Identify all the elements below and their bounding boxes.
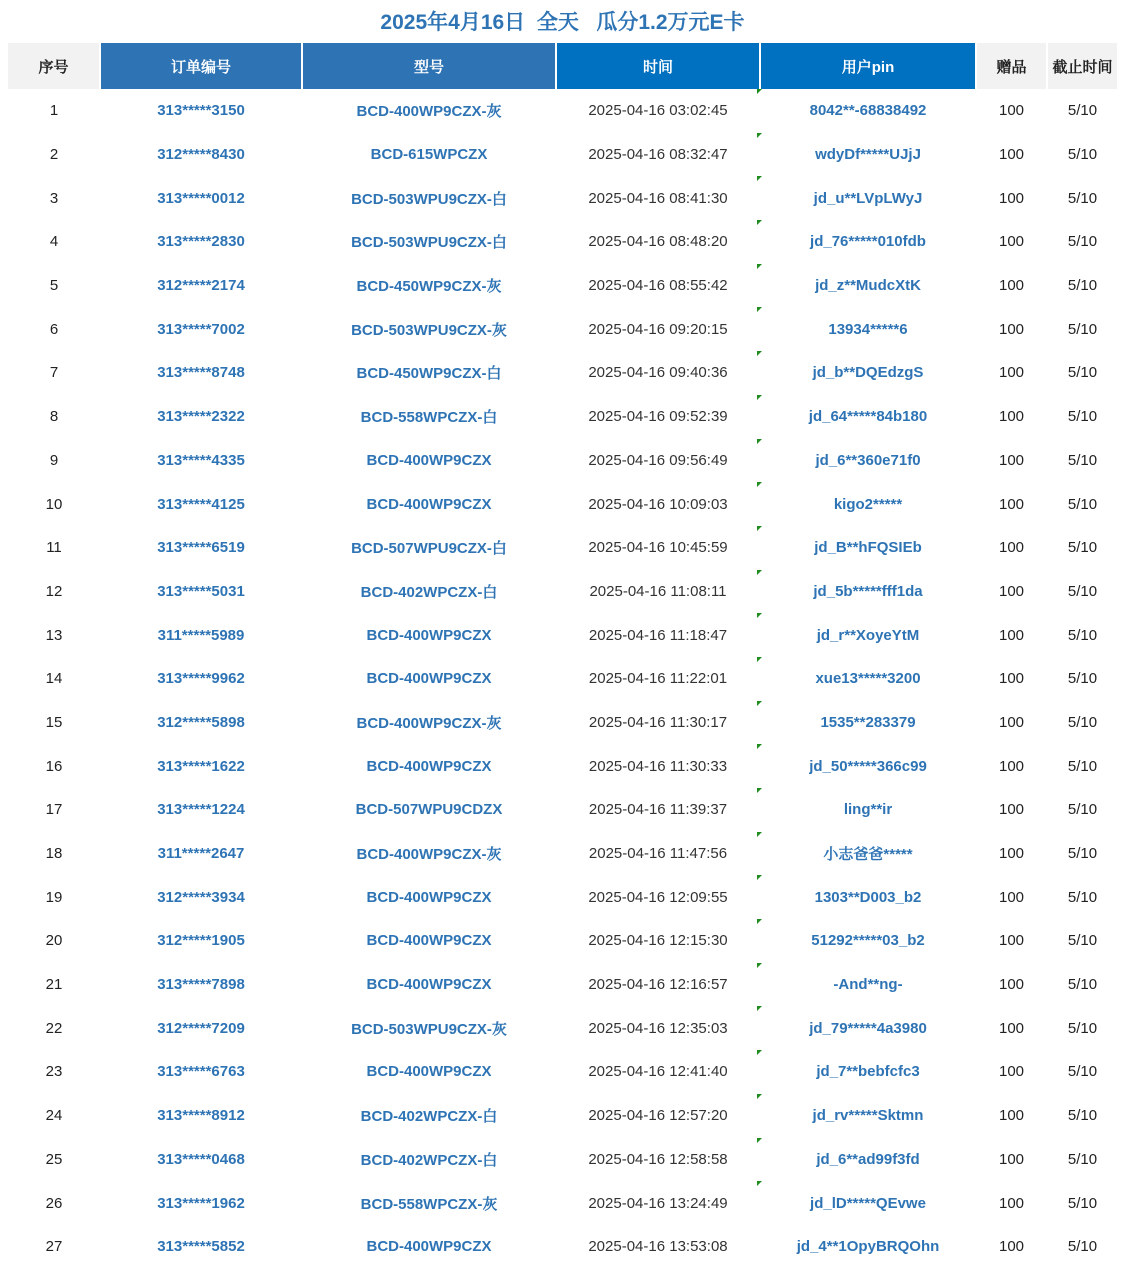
cell-index: 3: [49, 189, 59, 207]
cell-gift: 100: [998, 1063, 1025, 1081]
cell-index: 27: [45, 1238, 63, 1256]
cell-deadline: 5/10: [1067, 495, 1098, 513]
cell-gift: 100: [998, 845, 1025, 863]
cell-gift: 100: [998, 713, 1025, 731]
cell-gift: 100: [998, 233, 1025, 251]
cell-deadline: 5/10: [1067, 277, 1098, 295]
cell-deadline: 5/10: [1067, 626, 1098, 644]
cell-model: BCD-558WPCZX-白: [360, 409, 498, 427]
cell-index: 7: [49, 364, 59, 382]
cell-order-number: 311*****2647: [157, 845, 245, 863]
cell-deadline: 5/10: [1067, 1238, 1098, 1256]
cell-gift: 100: [998, 626, 1025, 644]
cell-order-number: 312*****1905: [157, 932, 245, 950]
cell-model: BCD-400WP9CZX: [366, 1063, 492, 1081]
cell-time: 2025-04-16 08:41:30: [556, 176, 760, 220]
cell-order-number: 313*****0468: [157, 1150, 245, 1168]
cell-index: 25: [45, 1150, 63, 1168]
cell-gift: 100: [998, 102, 1025, 120]
cell-gift: 100: [998, 757, 1025, 775]
cell-model: BCD-503WPU9CZX-白: [351, 234, 507, 252]
cell-gift: 100: [998, 976, 1025, 994]
cell-deadline: 5/10: [1067, 320, 1098, 338]
cell-user-pin: jd_r**XoyeYtM: [816, 626, 920, 644]
table-row: [8, 526, 1118, 570]
cell-gift: 100: [998, 364, 1025, 382]
cell-time: 2025-04-16 11:22:01: [556, 657, 760, 701]
cell-index: 19: [45, 888, 63, 906]
cell-model: BCD-507WPU9CDZX: [355, 801, 503, 819]
table-row: [8, 963, 1118, 1007]
cell-index: 18: [45, 845, 63, 863]
cell-model: BCD-503WPU9CZX-白: [351, 190, 507, 208]
cell-time: 2025-04-16 08:55:42: [556, 264, 760, 308]
cell-deadline: 5/10: [1067, 189, 1098, 207]
cell-model: BCD-558WPCZX-灰: [360, 1195, 498, 1213]
cell-order-number: 313*****1224: [157, 801, 245, 819]
cell-user-pin: jd_B**hFQSIEb: [814, 539, 922, 557]
cell-index: 11: [46, 539, 62, 557]
cell-time: 2025-04-16 11:30:17: [556, 701, 760, 745]
cell-user-pin: 小志爸爸*****: [823, 846, 913, 864]
header-index: 序号: [8, 43, 100, 89]
cell-model: BCD-400WP9CZX: [366, 757, 492, 775]
cell-time: 2025-04-16 11:18:47: [556, 613, 760, 657]
cell-order-number: 313*****6763: [157, 1063, 245, 1081]
table-row: [8, 482, 1118, 526]
cell-index: 21: [45, 976, 63, 994]
cell-time: 2025-04-16 03:02:45: [556, 89, 760, 133]
cell-order-number: 313*****8748: [157, 364, 245, 382]
cell-time: 2025-04-16 12:15:30: [556, 919, 760, 963]
cell-gift: 100: [998, 408, 1025, 426]
cell-index: 17: [45, 801, 63, 819]
cell-time: 2025-04-16 08:32:47: [556, 133, 760, 177]
cell-model: BCD-400WP9CZX: [366, 670, 492, 688]
cell-time: 2025-04-16 09:20:15: [556, 307, 760, 351]
cell-user-pin: jd_6**360e71f0: [815, 451, 921, 469]
cell-gift: 100: [998, 801, 1025, 819]
cell-user-pin: jd_79*****4a3980: [809, 1019, 927, 1037]
cell-gift: 100: [998, 1194, 1025, 1212]
page-title: 2025年4月16日 全天 瓜分1.2万元E卡: [380, 11, 745, 34]
cell-index: 9: [49, 451, 59, 469]
cell-model: BCD-400WP9CZX: [366, 888, 492, 906]
table-row: [8, 133, 1118, 177]
cell-time: 2025-04-16 11:08:11: [556, 570, 760, 614]
table-row: [8, 613, 1118, 657]
cell-model: BCD-402WPCZX-白: [360, 583, 498, 601]
cell-index: 24: [45, 1107, 63, 1125]
cell-index: 2: [49, 146, 59, 164]
cell-deadline: 5/10: [1067, 670, 1098, 688]
cell-user-pin: 51292*****03_b2: [811, 932, 925, 950]
table-row: [8, 919, 1118, 963]
cell-deadline: 5/10: [1067, 582, 1098, 600]
cell-time: 2025-04-16 12:09:55: [556, 875, 760, 919]
cell-index: 15: [45, 713, 63, 731]
cell-order-number: 311*****5989: [157, 626, 245, 644]
cell-order-number: 312*****2174: [157, 277, 245, 295]
table-row: [8, 439, 1118, 483]
cell-deadline: 5/10: [1067, 451, 1098, 469]
cell-gift: 100: [998, 670, 1025, 688]
cell-user-pin: jd_rv*****Sktmn: [812, 1107, 924, 1125]
cell-model: BCD-400WP9CZX-灰: [356, 103, 502, 121]
cell-gift: 100: [998, 888, 1025, 906]
cell-time: 2025-04-16 11:39:37: [556, 788, 760, 832]
cell-time: 2025-04-16 12:58:58: [556, 1138, 760, 1182]
cell-deadline: 5/10: [1067, 713, 1098, 731]
cell-user-pin: wdyDf*****UJjJ: [815, 146, 921, 164]
cell-index: 20: [45, 932, 63, 950]
cell-user-pin: 1535**283379: [820, 713, 916, 731]
cell-model: BCD-400WP9CZX: [366, 626, 492, 644]
cell-model: BCD-503WPU9CZX-灰: [351, 321, 507, 339]
cell-user-pin: jd_50*****366c99: [809, 757, 927, 775]
cell-time: 2025-04-16 12:35:03: [556, 1006, 760, 1050]
cell-time: 2025-04-16 12:41:40: [556, 1050, 760, 1094]
cell-deadline: 5/10: [1067, 1107, 1098, 1125]
table-row: [8, 788, 1118, 832]
cell-order-number: 313*****4125: [157, 495, 245, 513]
cell-gift: 100: [998, 495, 1025, 513]
cell-user-pin: jd_7**bebfcfc3: [816, 1063, 920, 1081]
cell-user-pin: jd_lD*****QEvwe: [810, 1194, 926, 1212]
cell-order-number: 313*****4335: [157, 451, 245, 469]
cell-gift: 100: [998, 582, 1025, 600]
cell-model: BCD-400WP9CZX: [366, 495, 492, 513]
table-row: [8, 89, 1118, 133]
cell-deadline: 5/10: [1067, 1063, 1098, 1081]
cell-order-number: 313*****6519: [157, 539, 245, 557]
table-row: [8, 220, 1118, 264]
cell-user-pin: jd_76*****010fdb: [810, 233, 926, 251]
cell-deadline: 5/10: [1067, 146, 1098, 164]
table-row: [8, 875, 1118, 919]
cell-order-number: 313*****1962: [157, 1194, 245, 1212]
cell-index: 16: [45, 757, 63, 775]
cell-index: 22: [45, 1019, 63, 1037]
cell-gift: 100: [998, 1107, 1025, 1125]
cell-deadline: 5/10: [1067, 888, 1098, 906]
cell-user-pin: jd_4**1OpyBRQOhn: [796, 1238, 940, 1256]
cell-index: 5: [49, 277, 59, 295]
table-row: [8, 264, 1118, 308]
cell-order-number: 313*****5852: [157, 1238, 245, 1256]
cell-gift: 100: [998, 539, 1025, 557]
table-row: [8, 744, 1118, 788]
cell-order-number: 313*****0012: [157, 189, 245, 207]
cell-model: BCD-400WP9CZX: [366, 1238, 492, 1256]
table-row: [8, 176, 1118, 220]
cell-index: 8: [49, 408, 59, 426]
header-time: 时间: [556, 43, 760, 89]
cell-user-pin: jd_6**ad99f3fd: [816, 1150, 920, 1168]
cell-model: BCD-400WP9CZX: [366, 976, 492, 994]
cell-order-number: 312*****5898: [157, 713, 245, 731]
cell-model: BCD-503WPU9CZX-灰: [351, 1020, 507, 1038]
cell-time: 2025-04-16 10:09:03: [556, 482, 760, 526]
cell-time: 2025-04-16 10:45:59: [556, 526, 760, 570]
cell-model: BCD-400WP9CZX-灰: [356, 846, 502, 864]
cell-order-number: 313*****3150: [157, 102, 245, 120]
cell-gift: 100: [998, 189, 1025, 207]
cell-deadline: 5/10: [1067, 408, 1098, 426]
cell-index: 4: [49, 233, 59, 251]
header-model: 型号: [302, 43, 556, 89]
cell-order-number: 312*****8430: [157, 146, 245, 164]
cell-time: 2025-04-16 09:52:39: [556, 395, 760, 439]
cell-deadline: 5/10: [1067, 102, 1098, 120]
cell-gift: 100: [998, 277, 1025, 295]
cell-index: 1: [49, 102, 59, 120]
table-row: [8, 1138, 1118, 1182]
cell-index: 10: [45, 495, 63, 513]
cell-deadline: 5/10: [1067, 976, 1098, 994]
cell-gift: 100: [998, 146, 1025, 164]
cell-model: BCD-402WPCZX-白: [360, 1108, 498, 1126]
cell-deadline: 5/10: [1067, 1019, 1098, 1037]
cell-time: 2025-04-16 11:47:56: [556, 832, 760, 876]
cell-time: 2025-04-16 12:16:57: [556, 963, 760, 1007]
cell-deadline: 5/10: [1067, 364, 1098, 382]
cell-user-pin: kigo2*****: [833, 495, 903, 513]
cell-index: 6: [49, 320, 59, 338]
cell-order-number: 313*****2830: [157, 233, 245, 251]
cell-user-pin: jd_b**DQEdzgS: [812, 364, 924, 382]
table-row: [8, 701, 1118, 745]
table-row: [8, 657, 1118, 701]
cell-order-number: 313*****8912: [157, 1107, 245, 1125]
cell-model: BCD-615WPCZX: [370, 146, 488, 164]
cell-index: 23: [45, 1063, 63, 1081]
cell-time: 2025-04-16 08:48:20: [556, 220, 760, 264]
cell-user-pin: ling**ir: [843, 801, 893, 819]
cell-gift: 100: [998, 1150, 1025, 1168]
cell-order-number: 313*****5031: [157, 582, 245, 600]
cell-model: BCD-400WP9CZX: [366, 932, 492, 950]
cell-deadline: 5/10: [1067, 1150, 1098, 1168]
cell-gift: 100: [998, 1019, 1025, 1037]
table-row: [8, 1094, 1118, 1138]
cell-model: BCD-400WP9CZX-灰: [356, 714, 502, 732]
cell-time: 2025-04-16 09:56:49: [556, 439, 760, 483]
table-row: [8, 1006, 1118, 1050]
cell-order-number: 312*****3934: [157, 888, 245, 906]
cell-time: 2025-04-16 09:40:36: [556, 351, 760, 395]
cell-deadline: 5/10: [1067, 845, 1098, 863]
cell-user-pin: jd_z**MudcXtK: [815, 277, 921, 295]
table-row: [8, 351, 1118, 395]
cell-order-number: 313*****1622: [157, 757, 245, 775]
cell-model: BCD-507WPU9CZX-白: [351, 540, 507, 558]
cell-index: 14: [45, 670, 63, 688]
cell-index: 26: [45, 1194, 63, 1212]
table-row: [8, 1050, 1118, 1094]
header-deadline: 截止时间: [1047, 43, 1118, 89]
cell-time: 2025-04-16 13:53:08: [588, 1238, 728, 1256]
cell-time: 2025-04-16 11:30:33: [556, 744, 760, 788]
cell-user-pin: jd_64*****84b180: [808, 408, 928, 426]
table-header-row: [8, 43, 1118, 89]
cell-index: 13: [45, 626, 63, 644]
cell-order-number: 313*****9962: [157, 670, 245, 688]
cell-index: 12: [45, 582, 63, 600]
cell-deadline: 5/10: [1067, 801, 1098, 819]
cell-model: BCD-450WP9CZX-灰: [356, 278, 502, 296]
cell-gift: 100: [998, 1238, 1025, 1256]
cell-user-pin: xue13*****3200: [815, 670, 921, 688]
cell-gift: 100: [998, 320, 1025, 338]
cell-deadline: 5/10: [1067, 1194, 1098, 1212]
cell-time: 2025-04-16 12:57:20: [556, 1094, 760, 1138]
cell-model: BCD-400WP9CZX: [366, 451, 492, 469]
header-user-pin: 用户pin: [760, 43, 976, 89]
cell-gift: 100: [998, 932, 1025, 950]
cell-user-pin: 1303**D003_b2: [814, 888, 922, 906]
table-row: [8, 1225, 1118, 1269]
table-row: [8, 832, 1118, 876]
cell-user-pin: jd_5b*****fff1da: [813, 582, 923, 600]
cell-order-number: 313*****7002: [157, 320, 245, 338]
cell-user-pin: 13934*****6: [828, 320, 908, 338]
cell-order-number: 313*****7898: [157, 976, 245, 994]
cell-gift: 100: [998, 451, 1025, 469]
table-row: [8, 307, 1118, 351]
header-gift: 赠品: [976, 43, 1047, 89]
cell-model: BCD-402WPCZX-白: [360, 1151, 498, 1169]
cell-user-pin: 8042**-68838492: [809, 102, 927, 120]
cell-user-pin: jd_u**LVpLWyJ: [813, 189, 923, 207]
header-order-number: 订单编号: [100, 43, 302, 89]
cell-time: 2025-04-16 13:24:49: [556, 1181, 760, 1225]
orders-table: [8, 43, 1119, 1269]
cell-order-number: 312*****7209: [157, 1019, 245, 1037]
cell-deadline: 5/10: [1067, 757, 1098, 775]
cell-order-number: 313*****2322: [157, 408, 245, 426]
cell-model: BCD-450WP9CZX-白: [356, 365, 502, 383]
cell-deadline: 5/10: [1067, 932, 1098, 950]
table-row: [8, 1181, 1118, 1225]
cell-deadline: 5/10: [1067, 539, 1098, 557]
cell-user-pin: -And**ng-: [833, 976, 903, 994]
table-row: [8, 570, 1118, 614]
cell-deadline: 5/10: [1067, 233, 1098, 251]
table-row: [8, 395, 1118, 439]
